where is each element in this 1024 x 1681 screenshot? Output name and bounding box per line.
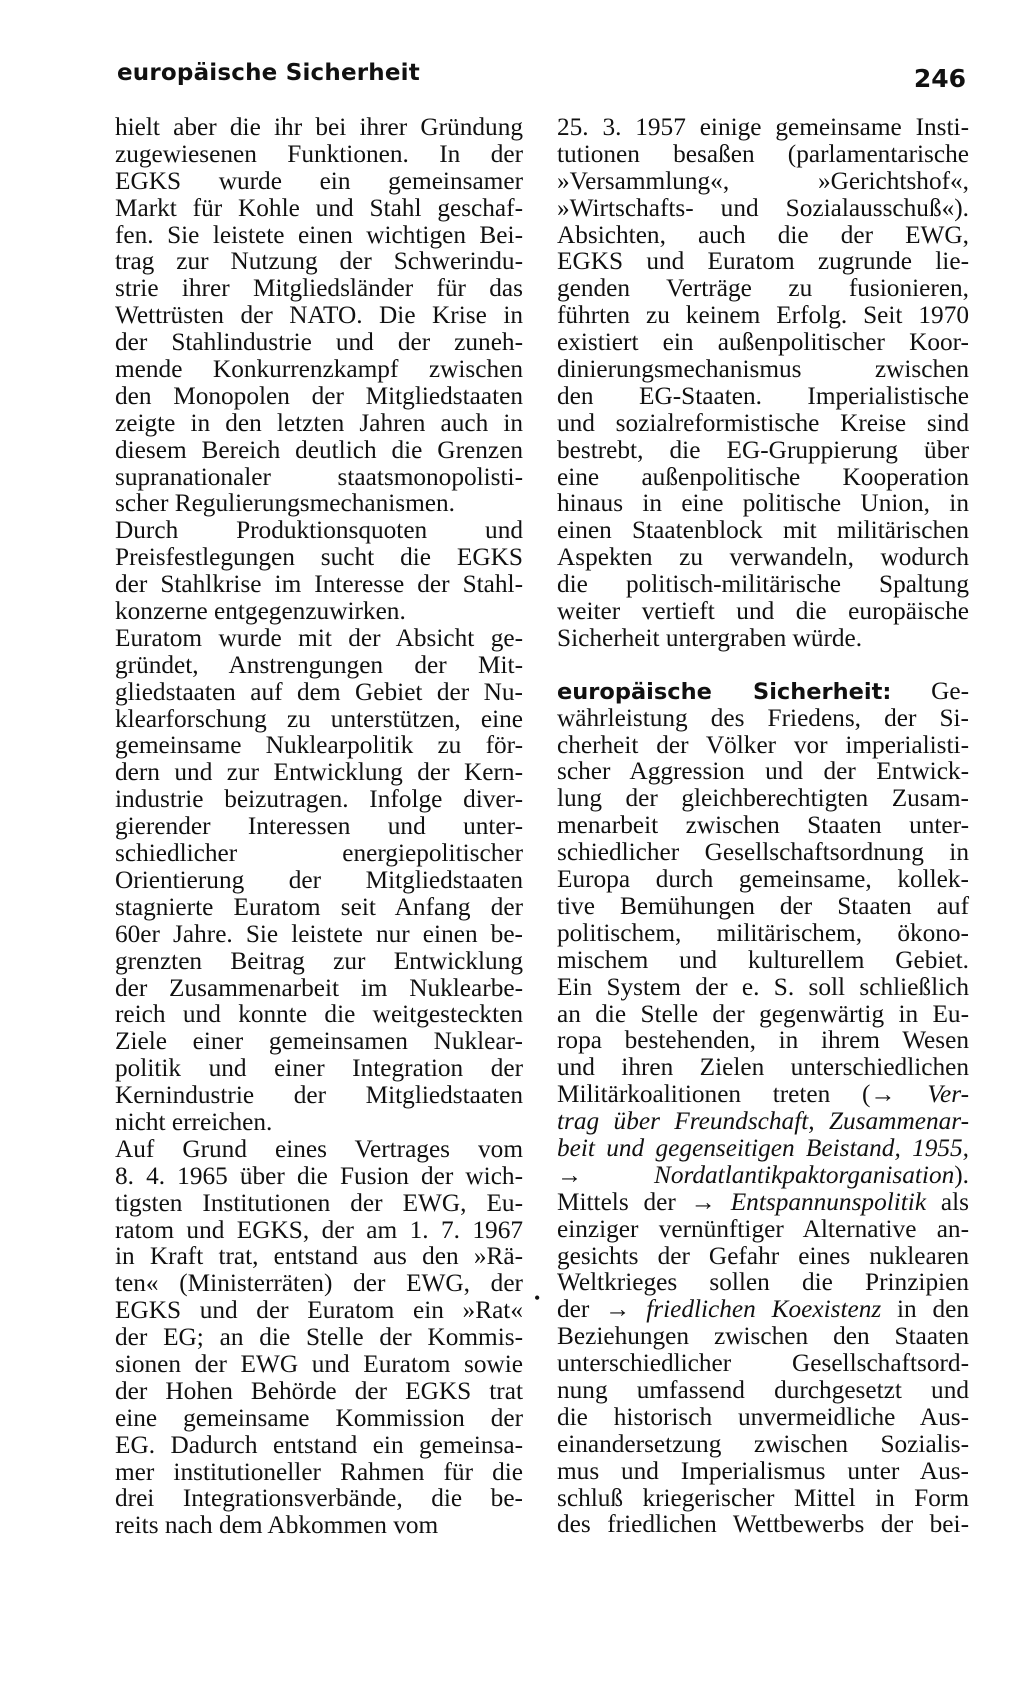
text-line: reich und konnte die weitgesteckten (115, 1000, 523, 1029)
text-line: Weltkrieges sollen die Prinzipien (557, 1268, 969, 1297)
text-line: gliedstaaten auf dem Gebiet der Nu- (115, 677, 523, 706)
text-line: lung der gleichberechtigten Zusam- (557, 784, 969, 813)
text-line: reits nach dem Abkommen vom (115, 1511, 439, 1540)
text-line: der Stahlkrise im Interesse der Stahl- (115, 570, 523, 599)
text-line: mende Konkurrenzkampf zwischen (115, 355, 523, 384)
text-line: EG. Dadurch entstand ein gemeinsa- (115, 1430, 523, 1459)
text-line: die historisch unvermeidliche Aus- (557, 1402, 969, 1431)
entry-headword-tail: Ge- (931, 676, 969, 705)
text-line: den EG-Staaten. Imperialistische (557, 381, 969, 410)
text-line: die politisch-militärische Spaltung (557, 570, 969, 599)
text-line: Absichten, auch die der EWG, (557, 220, 969, 249)
text-line: 25. 3. 1957 einige gemeinsame Insti- (557, 113, 969, 141)
text-line: existiert ein außenpolitischer Koor- (557, 328, 969, 357)
text-line: trag zur Nutzung der Schwerindu- (115, 247, 523, 276)
text-line: scher Aggression und der Entwick- (557, 757, 969, 786)
entry-text: Mittels der → (557, 1187, 731, 1216)
text-line: mischem und kulturellem Gebiet. (557, 945, 969, 974)
text-line: Preisfestlegungen sucht die EGKS (115, 543, 523, 572)
text-line: eine außenpolitische Kooperation (557, 462, 969, 491)
entry-text: in den (881, 1295, 970, 1324)
text-line: währleistung des Friedens, der Si- (557, 703, 969, 732)
text-line: mer institutioneller Rahmen für die (115, 1457, 523, 1486)
right-column (557, 114, 969, 1538)
text-line: menarbeit zwischen Staaten unter- (557, 811, 969, 840)
text-line: fen. Sie leistete einen wichtigen Bei- (115, 220, 523, 249)
cross-reference-line: trag über Freundschaft, Zusammenar- (557, 1107, 969, 1136)
text-line: bestrebt, die EG-Gruppierung über (557, 435, 969, 464)
text-line: nung umfassend durchgesetzt und (557, 1375, 969, 1404)
margin-mark-icon: • (534, 1288, 541, 1308)
text-line: strie ihrer Mitgliedsländer für das (115, 274, 523, 303)
text-line: Beziehungen zwischen den Staaten (557, 1322, 969, 1351)
text-line: des friedlichen Wettbewerbs der bei- (557, 1510, 969, 1539)
cross-reference: Nordatlantikpaktorganisation (653, 1160, 955, 1189)
text-line: schluß kriegerischer Mittel in Form (557, 1483, 969, 1512)
text-line: dern und zur Entwicklung der Kern- (115, 758, 523, 787)
page-number: 246 (913, 64, 966, 93)
entry-line (557, 1296, 969, 1323)
entry-line (557, 1162, 969, 1189)
text-line: EGKS und Euratom zugrunde lie- (557, 247, 969, 276)
text-line: industrie beizutragen. Infolge diver- (115, 785, 523, 814)
cross-reference: Ver- (927, 1080, 969, 1109)
text-line: nicht erreichen. (115, 1107, 273, 1136)
text-line: klearforschung zu unterstützen, eine (115, 704, 523, 733)
entry-headword-line (557, 678, 969, 705)
left-column (115, 114, 523, 1539)
cross-reference: Entspannunspolitik (730, 1187, 927, 1216)
text-line: eine gemeinsame Kommission der (115, 1403, 523, 1432)
text-line: gesichts der Gefahr eines nuklearen (557, 1241, 969, 1270)
text-line: ten« (Ministerräten) der EWG, der (115, 1269, 523, 1298)
text-line: politik und einer Integration der (115, 1054, 523, 1083)
text-line: hielt aber die ihr bei ihrer Gründung (115, 113, 523, 141)
cross-reference-line: beit und gegenseitigen Beistand, 1955, (557, 1133, 969, 1162)
text-line: der EG; an die Stelle der Kommis- (115, 1323, 523, 1352)
text-line: 8. 4. 1965 über die Fusion der wich- (115, 1161, 523, 1190)
text-line: Orientierung der Mitgliedstaaten (115, 865, 523, 894)
text-line: Kernindustrie der Mitgliedstaaten (115, 1081, 523, 1110)
text-line: diesem Bereich deutlich die Grenzen (115, 435, 523, 464)
entry-body (557, 705, 969, 1081)
text-line: Ein System der e. S. soll schließlich (557, 972, 969, 1001)
text-line: zugewiesenen Funktionen. In der (115, 139, 523, 168)
text-line: hinaus in eine politische Union, in (557, 489, 969, 518)
text-line: grenzten Beitrag zur Entwicklung (115, 946, 523, 975)
text-line: Wettrüsten der NATO. Die Krise in (115, 301, 523, 330)
text-line: der Zusammenarbeit im Nuklearbe- (115, 973, 523, 1002)
text-line: »Wirtschafts- und Sozialausschuß«). (557, 193, 969, 222)
entry-spacer (557, 652, 969, 678)
text-line: cherheit der Völker vor imperialisti- (557, 730, 969, 759)
text-line: Durch Produktionsquoten und (115, 516, 523, 545)
text-line: supranationaler staatsmonopolisti- (115, 462, 523, 491)
text-line: gemeinsame Nuklearpolitik zu för- (115, 731, 523, 760)
running-head: europäische Sicherheit (117, 60, 420, 86)
text-line: genden Verträge zu fusionieren, (557, 274, 969, 303)
cross-reference: friedlichen Koexistenz (646, 1295, 882, 1324)
text-line: zeigte in den letzten Jahren auch in (115, 408, 523, 437)
text-line: EGKS wurde ein gemeinsamer (115, 166, 523, 195)
text-line: der Hohen Behörde der EGKS trat (115, 1376, 523, 1405)
text-line: EGKS und der Euratom ein »Rat« (115, 1296, 523, 1325)
text-line: ropa bestehenden, in ihrem Wesen (557, 1026, 969, 1055)
entry-line (557, 1189, 969, 1216)
entry-text: Militärkoalitionen treten (→ (557, 1080, 928, 1109)
text-line: Auf Grund eines Vertrages vom (115, 1134, 523, 1163)
entry-body-mid (557, 1216, 969, 1297)
text-line: führten zu keinem Erfolg. Seit 1970 (557, 301, 969, 330)
text-line: an die Stelle der gegenwärtig in Eu- (557, 999, 969, 1028)
text-line: schiedlicher energiepolitischer (115, 839, 523, 868)
text-line: einziger vernünftiger Alternative an- (557, 1214, 969, 1243)
entry-text: der → (557, 1295, 647, 1324)
text-line: drei Integrationsverbände, die be- (115, 1484, 523, 1513)
entry-text: → (557, 1160, 654, 1189)
text-line: dinierungsmechanismus zwischen (557, 355, 969, 384)
entry-europaeische-sicherheit (557, 678, 969, 1539)
text-line: gründet, Anstrengungen der Mit- (115, 650, 523, 679)
text-line: sionen der EWG und Euratom sowie (115, 1349, 523, 1378)
entry-text: als (926, 1187, 969, 1216)
entry-line (557, 1081, 969, 1108)
text-line: schiedlicher Gesellschaftsordnung in (557, 838, 969, 867)
text-line: »Versammlung«, »Gerichtshof«, (557, 166, 969, 195)
text-line: Markt für Kohle und Stahl geschaf- (115, 193, 523, 222)
text-line: tutionen besaßen (parlamentarische (557, 139, 969, 168)
text-line: politischem, militärischem, ökono- (557, 918, 969, 947)
text-line: und ihren Zielen unterschiedlichen (557, 1053, 969, 1082)
entry-headword: europäische Sicherheit: (557, 678, 892, 705)
text-line: scher Regulierungsmechanismen. (115, 489, 456, 518)
text-line: Euratom wurde mit der Absicht ge- (115, 623, 523, 652)
text-line: ratom und EGKS, der am 1. 7. 1967 (115, 1215, 523, 1244)
text-line: stagnierte Euratom seit Anfang der (115, 892, 523, 921)
text-line: und sozialreformistische Kreise sind (557, 408, 969, 437)
text-line: Aspekten zu verwandeln, wodurch (557, 543, 969, 572)
text-line: tigsten Institutionen der EWG, Eu- (115, 1188, 523, 1217)
text-line: einen Staatenblock mit militärischen (557, 516, 969, 545)
text-line: gierender Interessen und unter- (115, 812, 523, 841)
text-line: mus und Imperialismus unter Aus- (557, 1456, 969, 1485)
text-line: der Stahlindustrie und der zuneh- (115, 328, 523, 357)
text-line: in Kraft trat, entstand aus den »Rä- (115, 1242, 523, 1271)
text-line: unterschiedlicher Gesellschaftsord- (557, 1349, 969, 1378)
text-line: Ziele einer gemeinsamen Nuklear- (115, 1027, 523, 1056)
text-line: konzerne entgegenzuwirken. (115, 597, 406, 626)
entry-text: ). (954, 1160, 969, 1189)
entry-body-end (557, 1323, 969, 1538)
right-column-continuation (557, 114, 969, 652)
text-line: einandersetzung zwischen Sozialis- (557, 1429, 969, 1458)
text-line: den Monopolen der Mitgliedstaaten (115, 381, 523, 410)
text-line: 60er Jahre. Sie leistete nur einen be- (115, 919, 523, 948)
text-line: Sicherheit untergraben würde. (557, 623, 863, 652)
text-line: weiter vertieft und die europäische (557, 597, 969, 626)
text-line: tive Bemühungen der Staaten auf (557, 891, 969, 920)
text-line: Europa durch gemeinsame, kollek- (557, 865, 969, 894)
